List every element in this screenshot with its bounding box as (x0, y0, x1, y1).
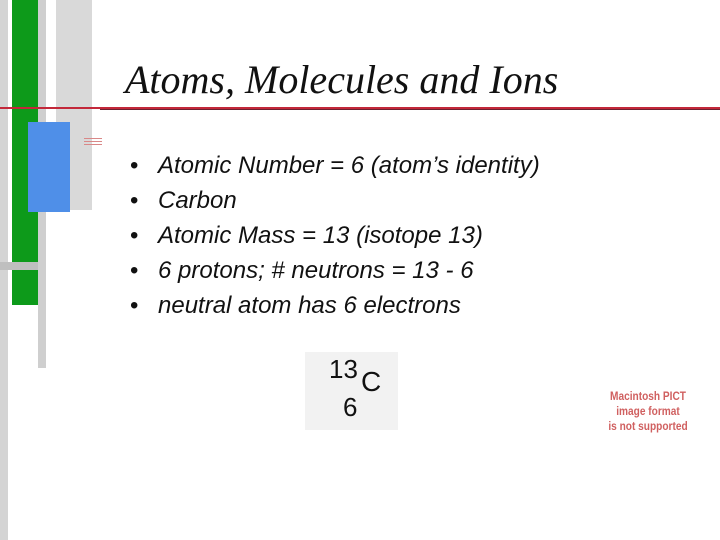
nuclide-notation-image (305, 352, 398, 430)
bullet-text: neutral atom has 6 electrons (158, 292, 461, 319)
bullet-text: 6 protons; # neutrons = 13 - 6 (158, 257, 474, 284)
bullet-marker: • (130, 152, 139, 179)
bullet-marker: • (130, 222, 139, 249)
placeholder-line: Macintosh PICT (610, 391, 686, 403)
bullet-text: Atomic Mass = 13 (isotope 13) (158, 222, 483, 249)
bullet-item (130, 288, 540, 323)
mass-number: 13 (329, 354, 358, 384)
bullet-list (130, 148, 540, 323)
unsupported-image-placeholder (604, 390, 692, 435)
bullet-marker: • (130, 292, 139, 319)
decor-block-gray (0, 262, 38, 270)
bullet-item (130, 253, 540, 288)
bullet-text: Carbon (158, 187, 237, 214)
placeholder-line: image format (616, 406, 680, 418)
placeholder-line: is not supported (608, 421, 688, 433)
bullet-marker: • (130, 257, 139, 284)
decor-mini-mark (84, 138, 102, 148)
bullet-marker: • (130, 187, 139, 214)
bullet-item (130, 218, 540, 253)
decor-bar-blue (28, 122, 70, 212)
bullet-item (130, 148, 540, 183)
slide-title: Atoms, Molecules and Ions (125, 57, 559, 102)
bullet-text: Atomic Number = 6 (atom’s identity) (158, 152, 540, 179)
title-underline-shadow (100, 109, 720, 110)
bullet-item (130, 183, 540, 218)
atomic-number: 6 (343, 392, 358, 422)
element-symbol: C (361, 366, 382, 397)
decor-bar-gray (0, 0, 8, 540)
